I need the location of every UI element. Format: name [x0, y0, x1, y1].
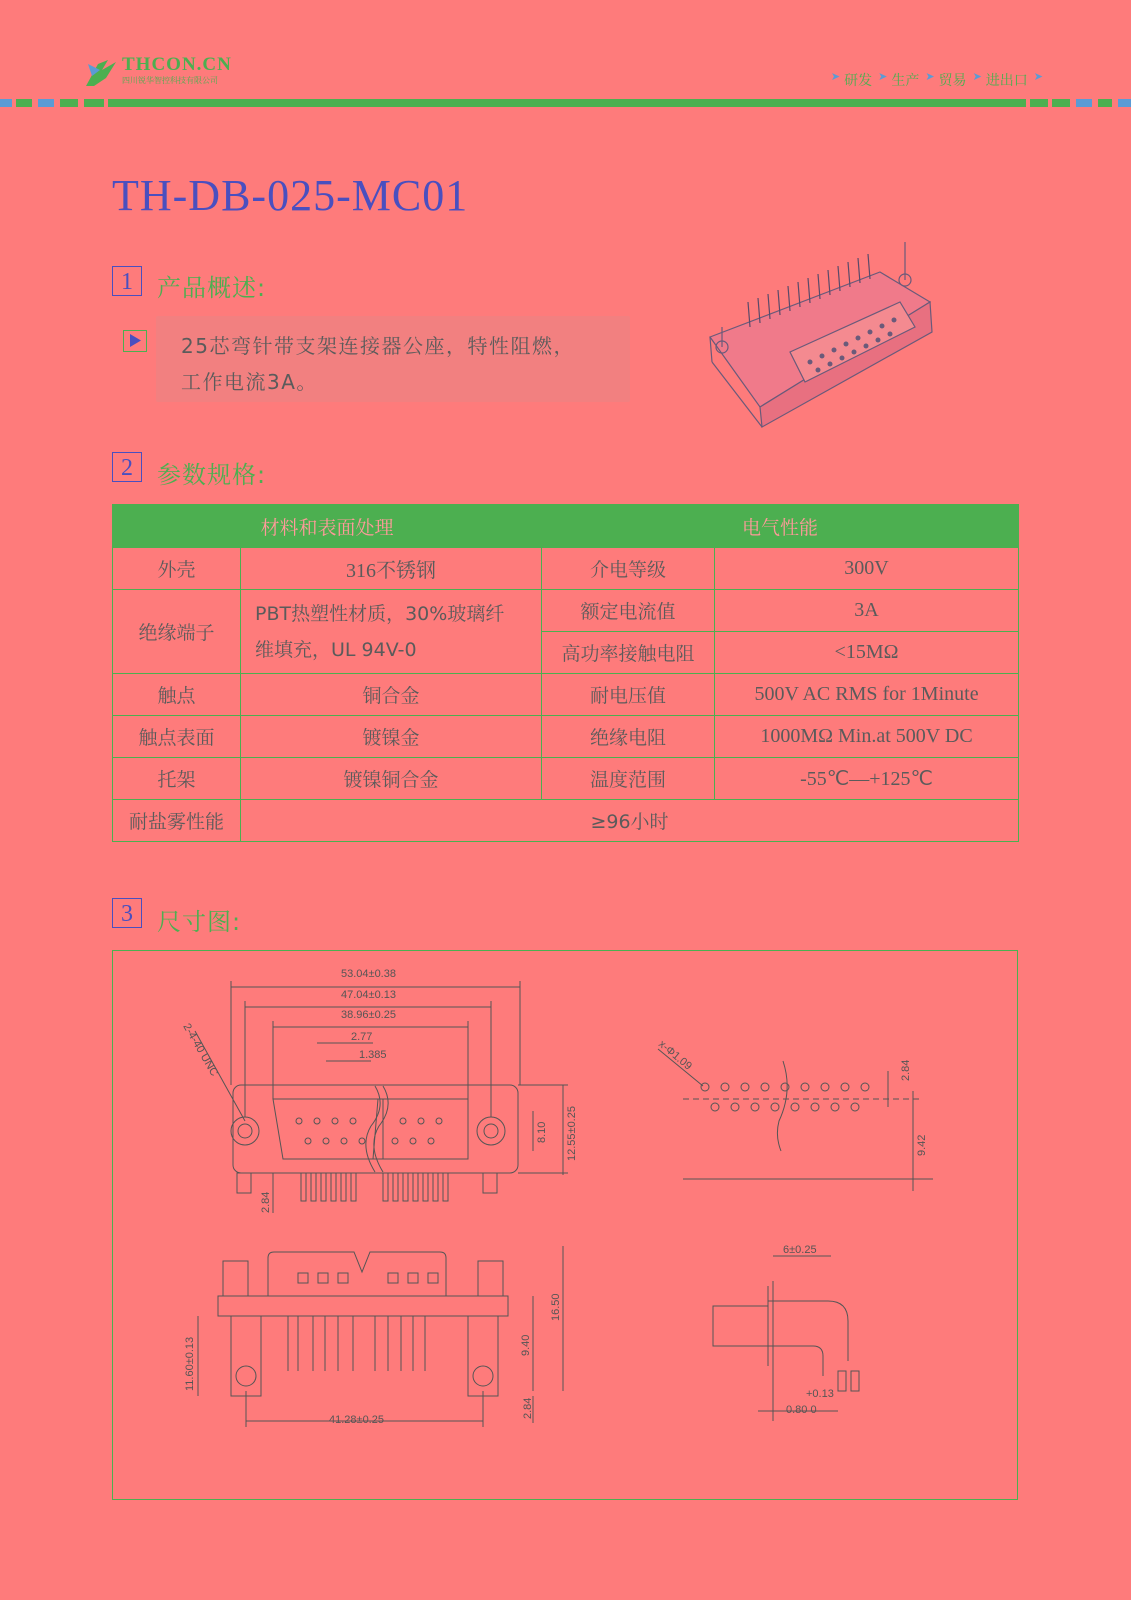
table-row [113, 758, 1019, 800]
row-value: 1000MΩ Min.at 500V DC [715, 716, 1019, 758]
dim-label: 41.28±0.25 [329, 1414, 384, 1426]
row-value: 铜合金 [241, 674, 542, 716]
dim-label: 16.50 [550, 1293, 562, 1321]
dim-label: 8.10 [536, 1121, 548, 1143]
dim-label: 6±0.25 [783, 1244, 817, 1256]
chevron-right-icon: ➤ [925, 70, 935, 83]
overview-line: 工作电流3A。 [181, 370, 318, 394]
logo-text: THCON.CN [122, 54, 232, 75]
table-row [113, 548, 1019, 590]
row-label: 耐盐雾性能 [113, 800, 241, 842]
product-image [700, 232, 945, 432]
play-icon [123, 330, 147, 352]
company-logo [86, 56, 126, 90]
dimension-drawing [113, 951, 1017, 1499]
table-header-electrical: 电气性能 [542, 505, 1019, 548]
row-value: 316不锈钢 [241, 548, 542, 590]
chevron-right-icon: ➤ [972, 70, 982, 83]
row-label: 介电等级 [542, 548, 715, 590]
row-label: 温度范围 [542, 758, 715, 800]
dim-label: 9.40 [520, 1334, 532, 1356]
dim-label: 9.42 [916, 1134, 928, 1156]
table-row [113, 716, 1019, 758]
row-label: 绝缘端子 [113, 590, 241, 674]
chevron-right-icon: ➤ [878, 70, 888, 83]
table-row [113, 800, 1019, 842]
row-label: 耐电压值 [542, 674, 715, 716]
dim-label: 2-4-40 UNC [180, 1021, 221, 1079]
section-number: 2 [112, 452, 142, 482]
section-number: 1 [112, 266, 142, 296]
nav-item-production[interactable]: 生产 [891, 73, 920, 89]
dim-label: 38.96±0.25 [341, 1009, 396, 1021]
row-label: 绝缘电阻 [542, 716, 715, 758]
row-value: <15MΩ [715, 632, 1019, 674]
row-label: 触点表面 [113, 716, 241, 758]
nav-item-import-export[interactable]: 进出口 [985, 73, 1028, 89]
row-value: 300V [715, 548, 1019, 590]
insulator-line: PBT热塑性材质，30%玻璃纤 [255, 602, 505, 625]
dim-label: 2.77 [351, 1031, 373, 1043]
table-row [113, 590, 1019, 632]
row-value: 3A [715, 590, 1019, 632]
row-label: 额定电流值 [542, 590, 715, 632]
chevron-right-icon: ➤ [830, 70, 841, 83]
row-label: 高功率接触电阻 [542, 632, 715, 674]
insulator-line: 维填充，UL 94V-0 [255, 638, 417, 661]
dim-label: 11.60±0.13 [184, 1336, 196, 1391]
dim-label: x-Φ1.09 [656, 1038, 694, 1073]
dim-label: 12.55±0.25 [566, 1106, 578, 1161]
header-divider-bar [0, 99, 1131, 107]
row-value: 500V AC RMS for 1Minute [715, 674, 1019, 716]
page-title: TH-DB-025-MC01 [112, 171, 469, 220]
dim-label: 2.84 [260, 1191, 272, 1213]
section-number: 3 [112, 898, 142, 928]
spec-table [112, 504, 1019, 842]
nav-item-trade[interactable]: 贸易 [938, 73, 967, 89]
logo-subtitle: 四川锐华智控科技有限公司 [122, 76, 218, 85]
section-title-dimensions: 尺寸图: [157, 908, 242, 936]
overview-text [181, 328, 611, 400]
dim-label: 1.385 [359, 1049, 387, 1061]
row-value: -55℃—+125℃ [715, 758, 1019, 800]
nav-item-research[interactable]: 研发 [844, 73, 873, 89]
chevron-right-icon: ➤ [1033, 70, 1043, 83]
dim-label: 0.80 0 [786, 1404, 817, 1416]
dim-label: 2.84 [522, 1397, 534, 1419]
row-label: 触点 [113, 674, 241, 716]
row-label: 托架 [113, 758, 241, 800]
dim-label: +0.13 [806, 1388, 834, 1400]
table-row [113, 674, 1019, 716]
dim-label: 53.04±0.38 [341, 968, 396, 980]
dim-label: 47.04±0.13 [341, 989, 396, 1001]
row-value: 镀镍铜合金 [241, 758, 542, 800]
overview-line: 25芯弯针带支架连接器公座，特性阻燃， [181, 334, 575, 358]
row-value-insulator [241, 590, 542, 674]
section-title-specs: 参数规格: [157, 461, 267, 489]
header-nav [827, 70, 1045, 90]
row-label: 外壳 [113, 548, 241, 590]
table-header-row [113, 505, 1019, 548]
row-value: 镀镍金 [241, 716, 542, 758]
dim-label: 2.84 [900, 1059, 912, 1081]
section-title-overview: 产品概述: [157, 274, 267, 302]
table-header-materials: 材料和表面处理 [113, 505, 542, 548]
row-value: ≥96小时 [241, 800, 1019, 842]
